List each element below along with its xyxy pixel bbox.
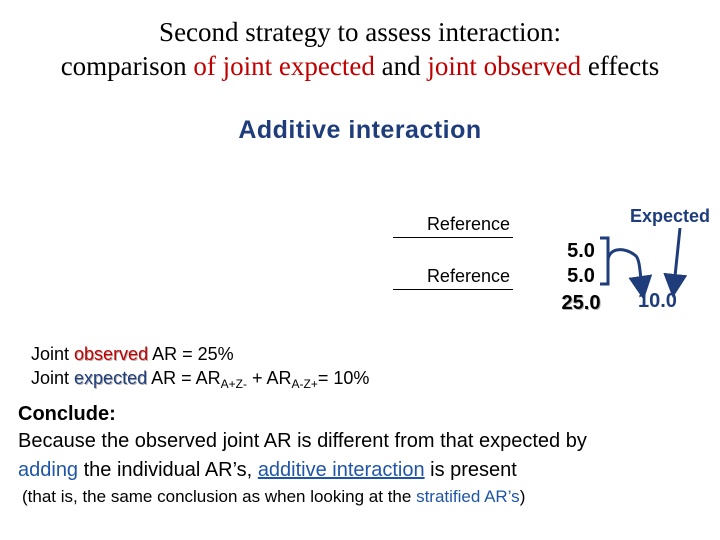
subscript: A+Z- [220,377,247,391]
title-highlight-observed: joint observed [427,51,582,81]
joint-expected-line [31,366,369,396]
value-row-1: 5.0 [567,240,595,262]
conclude-note [22,487,525,507]
reference-underline-1 [393,237,513,238]
additive-interaction-text: additive interaction [257,459,425,481]
conclude-heading: Conclude: [18,403,116,425]
joint-text: Joint [31,368,75,388]
title-highlight-expected: of joint expected [193,51,375,81]
note-text: ) [519,487,526,506]
adding-word: adding [18,459,79,481]
down-arrow-icon [674,228,680,286]
reference-underline-2 [393,289,513,290]
note-text: (that is, the same conclusion as when looking at the [22,487,417,506]
stratified-ar-text: stratified AR’s [416,487,520,506]
value-joint-observed: 25.0 [561,292,601,314]
value-row-2: 5.0 [567,265,595,287]
title-text: effects [581,51,660,81]
expected-label: Expected [630,206,711,226]
joint-text: AR = AR [147,368,221,388]
conclude-line-1: Because the observed joint AR is different from that expected by [18,430,587,452]
conclude-text: is present [424,459,517,481]
title-text: comparison [60,51,194,81]
sum-arrow-diagram [596,228,696,298]
joint-observed-line [31,342,234,366]
joint-text: = 10% [317,368,370,388]
joint-text: Joint [31,344,75,364]
conclude-text: the individual AR’s, [78,459,258,481]
title-line-2 [0,49,720,83]
curved-arrow-icon [608,250,642,288]
reference-label-2: Reference [426,266,510,286]
joint-text: + AR [246,368,292,388]
reference-label-1: Reference [426,214,510,234]
expected-word: expected [74,368,148,388]
title-text: and [374,51,428,81]
section-subtitle: Additive interaction [238,116,482,144]
joint-text: AR = 25% [148,344,234,364]
expected-value: 10.0 [638,290,677,312]
subscript: A-Z+ [291,377,318,391]
page-title [0,15,720,83]
title-line-1: Second strategy to assess interaction: [159,17,561,47]
observed-word: observed [74,344,149,364]
conclude-line-2 [18,456,517,485]
